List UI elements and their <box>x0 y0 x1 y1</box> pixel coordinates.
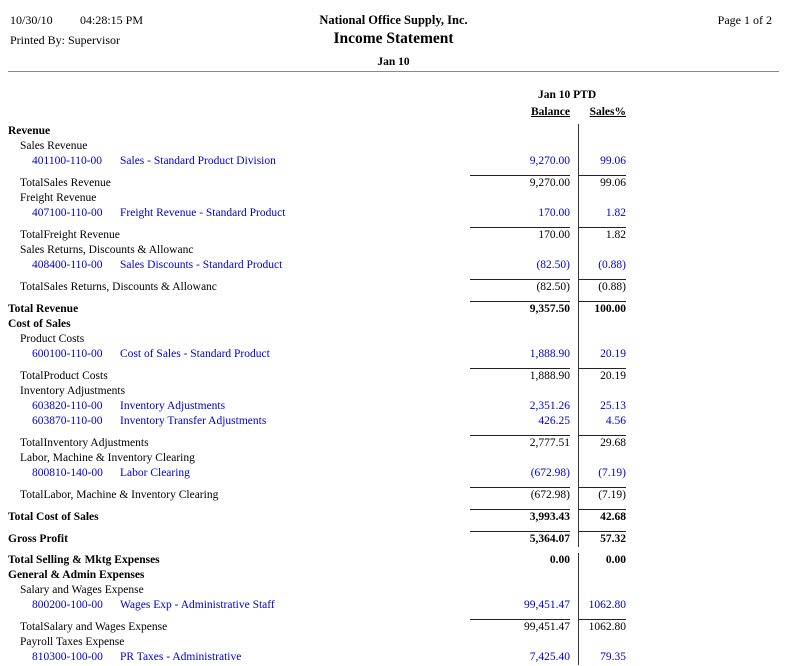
row-label: Labor, Machine & Inventory Clearing <box>20 452 195 464</box>
group-row <box>0 583 787 598</box>
balance-rule-line <box>470 613 570 620</box>
report-body <box>0 124 787 665</box>
account-detail-row[interactable] <box>0 347 787 362</box>
balance-value: 2,777.51 <box>529 437 570 449</box>
balance-value[interactable]: 99,451.47 <box>524 599 570 611</box>
row-label: Salary and Wages Expense <box>20 584 144 596</box>
balance-rule-line <box>470 362 570 369</box>
sales-pct-value[interactable]: 4.56 <box>578 414 626 429</box>
report-time: 04:28:15 PM <box>80 13 144 27</box>
account-detail-row[interactable] <box>0 206 787 221</box>
balance-rule-line <box>470 169 570 176</box>
account-detail-row[interactable] <box>0 258 787 273</box>
sales-pct-value[interactable]: 1.82 <box>578 206 626 221</box>
total-rule <box>0 503 787 510</box>
balance-value <box>470 317 570 332</box>
sales-pct-value[interactable]: 79.35 <box>578 650 626 665</box>
row-label: Sales Returns, Discounts & Allowanc <box>20 244 194 256</box>
group-row <box>0 191 787 206</box>
sales-pct-rule-line <box>578 273 626 280</box>
account-detail-row[interactable] <box>0 598 787 613</box>
total-rule <box>0 362 787 369</box>
sales-pct-value <box>578 583 626 598</box>
sales-pct-rule-line <box>578 613 626 620</box>
sales-pct-value: 1.82 <box>578 228 626 243</box>
balance-value[interactable]: (672.98) <box>530 467 570 479</box>
page-indicator: Page 1 of 2 <box>717 13 772 27</box>
sales-pct-rule-line <box>578 481 626 488</box>
total-row <box>0 369 787 384</box>
sales-pct-value: (0.88) <box>578 280 626 295</box>
row-label: Revenue <box>8 125 51 137</box>
balance-value <box>470 583 570 598</box>
report-title: Income Statement <box>333 30 454 47</box>
sales-pct-value: 100.00 <box>578 302 626 317</box>
account-detail-row[interactable] <box>0 414 787 429</box>
balance-value[interactable]: 170.00 <box>538 207 570 219</box>
row-label[interactable]: PR Taxes - Administrative <box>120 651 242 663</box>
sales-pct-value: 99.06 <box>578 176 626 191</box>
row-label[interactable]: Inventory Adjustments <box>120 400 226 412</box>
balance-rule-line <box>470 273 570 280</box>
account-detail-row[interactable] <box>0 399 787 414</box>
sales-pct-value: 1062.80 <box>578 620 626 635</box>
row-label: Cost of Sales <box>8 318 71 330</box>
total-rule <box>0 295 787 302</box>
row-label[interactable]: Inventory Transfer Adjustments <box>120 415 267 427</box>
sales-pct-value[interactable]: 20.19 <box>578 347 626 362</box>
balance-rule-line <box>470 295 570 302</box>
row-label[interactable]: Labor Clearing <box>120 467 190 479</box>
row-label: General & Admin Expenses <box>8 569 145 581</box>
grand-row <box>0 532 787 547</box>
balance-value[interactable]: 7,425.40 <box>529 651 570 663</box>
section-row <box>0 124 787 139</box>
total-rule <box>0 169 787 176</box>
sales-pct-value <box>578 384 626 399</box>
account-number[interactable]: 800810-140-00 <box>32 467 103 479</box>
total-row <box>0 488 787 503</box>
row-label[interactable]: Sales Discounts - Standard Product <box>120 259 283 271</box>
balance-value <box>470 139 570 154</box>
account-number[interactable]: 600100-110-00 <box>32 348 103 360</box>
row-label: Sales Revenue <box>20 140 88 152</box>
balance-rule-line <box>470 429 570 436</box>
sales-pct-value: 29.68 <box>578 436 626 451</box>
group-row <box>0 384 787 399</box>
balance-rule-line <box>470 481 570 488</box>
balance-value: 170.00 <box>538 229 570 241</box>
sales-pct-value <box>578 317 626 332</box>
group-row <box>0 243 787 258</box>
balance-value <box>470 124 570 139</box>
sales-pct-value: 20.19 <box>578 369 626 384</box>
sales-pct-rule-line <box>578 221 626 228</box>
sales-pct-value <box>578 332 626 347</box>
sales-pct-value <box>578 191 626 206</box>
sales-pct-value[interactable]: (7.19) <box>578 466 626 481</box>
balance-rule-line <box>470 503 570 510</box>
total-rule <box>0 481 787 488</box>
sales-pct-value: (7.19) <box>578 488 626 503</box>
grand-row <box>0 302 787 317</box>
sales-pct-value <box>578 243 626 258</box>
sales-pct-value[interactable]: 1062.80 <box>578 598 626 613</box>
sales-pct-value[interactable]: 25.13 <box>578 399 626 414</box>
row-label: Product Costs <box>20 333 85 345</box>
sales-pct-value <box>578 568 626 583</box>
total-row <box>0 436 787 451</box>
row-label: Total Revenue <box>8 303 79 315</box>
account-detail-row[interactable] <box>0 154 787 169</box>
account-number[interactable]: 407100-110-00 <box>32 207 103 219</box>
account-number[interactable]: 401100-110-00 <box>32 155 103 167</box>
row-label: Total Selling & Mktg Expenses <box>8 554 160 566</box>
report-period: Jan 10 <box>377 56 410 68</box>
total-rule <box>0 273 787 280</box>
total-rule <box>0 525 787 532</box>
account-detail-row[interactable] <box>0 650 787 665</box>
header-divider <box>8 71 779 72</box>
row-label: TotalSales Returns, Discounts & Allowanc <box>20 281 217 293</box>
balance-value <box>470 451 570 466</box>
balance-value[interactable]: 2,351.26 <box>529 400 570 412</box>
row-label: TotalSalary and Wages Expense <box>20 621 168 633</box>
balance-value[interactable]: 9,270.00 <box>529 155 570 167</box>
account-number[interactable]: 603820-110-00 <box>32 400 103 412</box>
account-number[interactable]: 603870-110-00 <box>32 415 103 427</box>
sales-pct-value: 0.00 <box>578 553 626 568</box>
balance-value <box>470 384 570 399</box>
account-detail-row[interactable] <box>0 466 787 481</box>
account-number[interactable]: 408400-110-00 <box>32 259 103 271</box>
printed-by: Printed By: Supervisor <box>10 33 120 47</box>
total-row <box>0 620 787 635</box>
section-row <box>0 317 787 332</box>
total-row <box>0 280 787 295</box>
balance-value: 0.00 <box>549 554 570 566</box>
column-header-balance: Balance <box>531 106 570 118</box>
balance-value: 1,888.90 <box>529 370 570 382</box>
column-group-header: Jan 10 PTD <box>538 89 597 101</box>
row-label: Gross Profit <box>8 533 68 545</box>
row-label: TotalLabor, Machine & Inventory Clearing <box>20 489 219 501</box>
sales-pct-value <box>578 124 626 139</box>
balance-value <box>470 635 570 650</box>
group-row <box>0 451 787 466</box>
balance-value <box>470 191 570 206</box>
sales-pct-rule-line <box>578 362 626 369</box>
sales-pct-value <box>578 451 626 466</box>
balance-value: (672.98) <box>530 489 570 501</box>
sales-pct-rule-line <box>578 295 626 302</box>
row-label[interactable]: Cost of Sales - Standard Product <box>120 348 270 360</box>
total-row <box>0 228 787 243</box>
row-label: Freight Revenue <box>20 192 97 204</box>
balance-rule-line <box>470 221 570 228</box>
grand-row <box>0 510 787 525</box>
sales-pct-rule-line <box>578 525 626 532</box>
balance-value <box>470 568 570 583</box>
sales-pct-value <box>578 139 626 154</box>
row-label: TotalProduct Costs <box>20 370 108 382</box>
balance-value: 3,993.43 <box>529 511 570 523</box>
row-label: Payroll Taxes Expense <box>20 636 125 648</box>
balance-value[interactable]: 1,888.90 <box>529 348 570 360</box>
total-row <box>0 176 787 191</box>
row-label: Inventory Adjustments <box>20 385 126 397</box>
balance-value: 99,451.47 <box>524 621 570 633</box>
account-number[interactable]: 800200-100-00 <box>32 599 103 611</box>
balance-value <box>470 243 570 258</box>
row-label: TotalSales Revenue <box>20 177 111 189</box>
sales-pct-value[interactable]: (0.88) <box>578 258 626 273</box>
sales-pct-value[interactable]: 99.06 <box>578 154 626 169</box>
grand-row <box>0 547 787 568</box>
column-header-sales-pct: Sales% <box>589 106 626 118</box>
sales-pct-rule-line <box>578 169 626 176</box>
row-label[interactable]: Wages Exp - Administrative Staff <box>120 599 275 611</box>
row-label[interactable]: Freight Revenue - Standard Product <box>120 207 286 219</box>
section-row <box>0 568 787 583</box>
group-row <box>0 635 787 650</box>
sales-pct-rule-line <box>578 429 626 436</box>
total-rule <box>0 221 787 228</box>
row-label[interactable]: Sales - Standard Product Division <box>120 155 276 167</box>
row-label: TotalFreight Revenue <box>20 229 120 241</box>
company-name: National Office Supply, Inc. <box>319 13 468 27</box>
balance-value[interactable]: (82.50) <box>536 259 570 271</box>
balance-value: 5,364.07 <box>529 533 570 545</box>
balance-value <box>470 332 570 347</box>
report-date: 10/30/10 <box>10 13 53 27</box>
row-label: TotalInventory Adjustments <box>20 437 149 449</box>
total-rule <box>0 429 787 436</box>
sales-pct-value: 42.68 <box>578 510 626 525</box>
balance-rule-line <box>470 525 570 532</box>
balance-value: 9,270.00 <box>529 177 570 189</box>
sales-pct-value: 57.32 <box>578 532 626 547</box>
sales-pct-rule-line <box>578 503 626 510</box>
account-number[interactable]: 810300-100-00 <box>32 651 103 663</box>
group-row <box>0 332 787 347</box>
group-row <box>0 139 787 154</box>
balance-value: 9,357.50 <box>529 303 570 315</box>
balance-value[interactable]: 426.25 <box>538 415 570 427</box>
row-label: Total Cost of Sales <box>8 511 99 523</box>
total-rule <box>0 613 787 620</box>
sales-pct-value <box>578 635 626 650</box>
balance-value: (82.50) <box>536 281 570 293</box>
